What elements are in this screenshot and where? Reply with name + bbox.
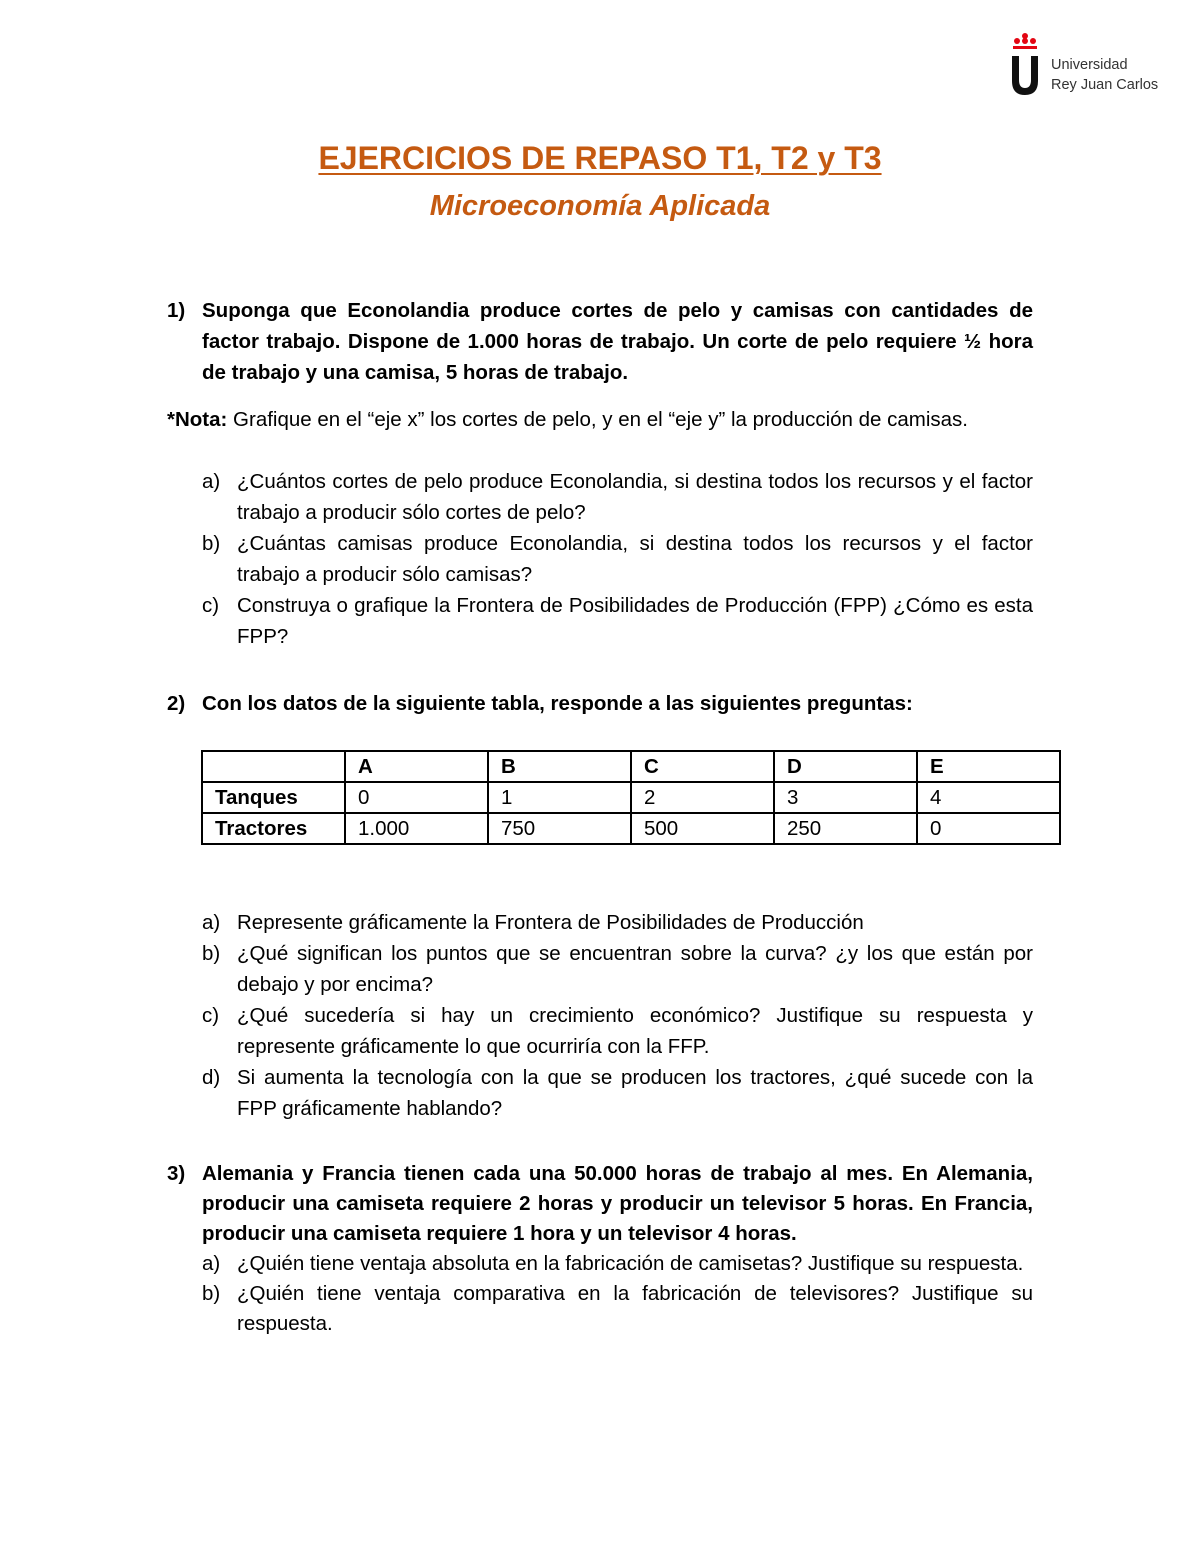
question-number: 3) xyxy=(167,1162,186,1185)
list-item xyxy=(202,466,1033,528)
table-header-row xyxy=(202,751,1060,782)
page-subtitle: Microeconomía Aplicada xyxy=(429,190,771,222)
item-text: ¿Cuántas camisas produce Econolandia, si destina todos los recursos y el factor trabajo a producir sólo camisas? xyxy=(237,532,1033,586)
table-cell: 1 xyxy=(488,782,631,813)
question-text: Suponga que Econolandia produce cortes de pelo y camisas con cantidades de factor trabajo. Dispone de 1.000 horas de trabajo. Un corte de pelo requiere ½ hora de trabajo y una camisa, 5 horas de trabajo. xyxy=(202,299,1033,384)
question-number: 2) xyxy=(167,692,186,715)
table-header: E xyxy=(917,751,1060,782)
question-text: Con los datos de la siguiente tabla, responde a las siguientes preguntas: xyxy=(202,692,913,715)
table-row xyxy=(202,782,1060,813)
item-text: Si aumenta la tecnología con la que se producen los tractores, ¿qué sucede con la FPP gráficamente hablando? xyxy=(237,1066,1033,1120)
question-1 xyxy=(167,295,1033,652)
logo-line1: Universidad xyxy=(1051,57,1128,73)
item-letter: c) xyxy=(202,1004,220,1027)
table-cell: 1.000 xyxy=(345,813,488,844)
list-item xyxy=(202,907,1033,938)
table-cell: 750 xyxy=(488,813,631,844)
table-cell: 250 xyxy=(774,813,917,844)
note xyxy=(167,404,1033,435)
table-header: B xyxy=(488,751,631,782)
item-letter: a) xyxy=(202,911,221,934)
list-item xyxy=(202,1062,1033,1124)
question-2-items xyxy=(167,907,1033,1124)
question-text: Alemania y Francia tienen cada una 50.000 horas de trabajo al mes. En Alemania, producir una camiseta requiere 2 horas y producir un televisor 5 horas. En Francia, producir una camiseta requiere 1 hora y un televisor 4 horas. xyxy=(202,1162,1033,1245)
item-text: ¿Quién tiene ventaja comparativa en la fabricación de televisores? Justifique su respuesta. xyxy=(237,1282,1033,1335)
item-letter: b) xyxy=(202,1282,221,1305)
table-header: C xyxy=(631,751,774,782)
table-row xyxy=(202,813,1060,844)
list-item xyxy=(202,1000,1033,1062)
item-letter: b) xyxy=(202,532,221,555)
list-item xyxy=(202,590,1033,652)
table-cell: Tractores xyxy=(202,813,345,844)
item-letter: a) xyxy=(202,1252,221,1275)
table-cell: 3 xyxy=(774,782,917,813)
table-cell: Tanques xyxy=(202,782,345,813)
table-cell: 2 xyxy=(631,782,774,813)
item-text: Represente gráficamente la Frontera de Posibilidades de Producción xyxy=(237,911,864,934)
list-item xyxy=(202,938,1033,1000)
item-text: ¿Qué significan los puntos que se encuentran sobre la curva? ¿y los que están por debajo y por encima? xyxy=(237,942,1033,996)
table-cell: 0 xyxy=(345,782,488,813)
table-header xyxy=(202,751,345,782)
list-item xyxy=(202,1249,1033,1279)
item-letter: c) xyxy=(202,594,220,617)
list-item xyxy=(202,528,1033,590)
data-table xyxy=(201,750,1061,845)
question-number: 1) xyxy=(167,299,186,322)
item-letter: b) xyxy=(202,942,221,965)
item-text: ¿Quién tiene ventaja absoluta en la fabricación de camisetas? Justifique su respuesta. xyxy=(237,1252,1024,1275)
table-header: D xyxy=(774,751,917,782)
item-letter: a) xyxy=(202,470,221,493)
note-text: Grafique en el “eje x” los cortes de pelo, y en el “eje y” la producción de camisas. xyxy=(227,408,969,431)
item-letter: d) xyxy=(202,1066,221,1089)
logo-text xyxy=(1051,55,1158,95)
table-cell: 4 xyxy=(917,782,1060,813)
table-cell: 500 xyxy=(631,813,774,844)
table-cell: 0 xyxy=(917,813,1060,844)
item-text: ¿Qué sucedería si hay un crecimiento económico? Justifique su respuesta y represente gráficamente lo que ocurriría con la FFP. xyxy=(237,1004,1033,1058)
list-item xyxy=(202,1279,1033,1339)
item-text: ¿Cuántos cortes de pelo produce Econolandia, si destina todos los recursos y el factor trabajo a producir sólo cortes de pelo? xyxy=(237,470,1033,524)
logo-line2: Rey Juan Carlos xyxy=(1051,77,1159,93)
question-3 xyxy=(167,1159,1033,1339)
page-title: EJERCICIOS DE REPASO T1, T2 y T3 xyxy=(318,140,882,176)
note-label: *Nota: xyxy=(167,408,228,431)
table-header: A xyxy=(345,751,488,782)
question-2 xyxy=(167,688,1033,719)
item-text: Construya o grafique la Frontera de Posibilidades de Producción (FPP) ¿Cómo es esta FPP? xyxy=(237,594,1033,648)
